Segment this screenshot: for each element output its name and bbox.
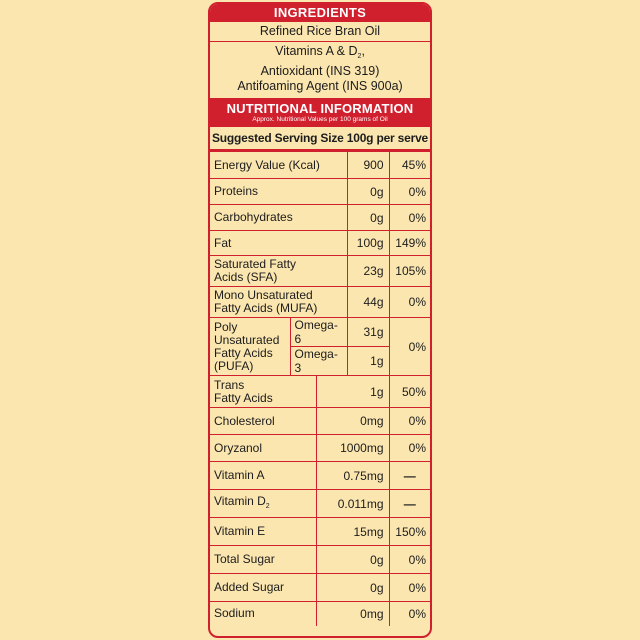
serving-size: Suggested Serving Size 100g per serve bbox=[210, 127, 430, 151]
ingredients-title: INGREDIENTS bbox=[210, 4, 430, 22]
vitamin-a-percent: — bbox=[389, 462, 430, 490]
nutrition-title: NUTRITIONAL INFORMATION bbox=[226, 101, 414, 116]
vitamin-d-label bbox=[210, 490, 316, 518]
carbohydrates-label: Carbohydrates bbox=[210, 205, 347, 231]
omega3-value: 1g bbox=[347, 347, 389, 376]
pufa-label bbox=[210, 318, 290, 376]
added-sugar-percent: 0% bbox=[389, 574, 430, 602]
ingredient-vitamins-subscript: 2 bbox=[357, 53, 362, 60]
sodium-label: Sodium bbox=[210, 602, 316, 626]
energy-value: 900 bbox=[347, 152, 389, 179]
vitamin-a-value: 0.75mg bbox=[316, 462, 389, 490]
vitamin-d-subscript: 2 bbox=[265, 502, 270, 510]
sodium-percent: 0% bbox=[389, 602, 430, 626]
omega6-value: 31g bbox=[347, 318, 389, 347]
cholesterol-percent: 0% bbox=[389, 408, 430, 435]
table-row-cholesterol bbox=[210, 408, 430, 435]
table-row-total-sugar bbox=[210, 546, 430, 574]
oryzanol-percent: 0% bbox=[389, 435, 430, 462]
mufa-value: 44g bbox=[347, 287, 389, 318]
energy-label: Energy Value (Kcal) bbox=[210, 152, 347, 179]
proteins-value: 0g bbox=[347, 179, 389, 205]
total-sugar-value: 0g bbox=[316, 546, 389, 574]
ingredient-antifoaming: Antifoaming Agent (INS 900a) bbox=[237, 79, 403, 93]
nutrition-note: Approx. Nutritional Values per 100 grams of Oil bbox=[252, 116, 388, 123]
trans-label-line1: Trans bbox=[214, 377, 245, 392]
trans-label bbox=[210, 376, 316, 408]
carbohydrates-percent: 0% bbox=[389, 205, 430, 231]
pufa-percent: 0% bbox=[389, 318, 430, 376]
table-row-vitamin-e bbox=[210, 518, 430, 546]
sfa-percent: 105% bbox=[389, 256, 430, 287]
ingredient-vitamins-suffix: , bbox=[361, 44, 365, 58]
proteins-percent: 0% bbox=[389, 179, 430, 205]
oryzanol-value: 1000mg bbox=[316, 435, 389, 462]
nutrition-header bbox=[210, 99, 430, 127]
trans-label-line2: Fatty Acids bbox=[214, 390, 273, 405]
ingredient-vitamins-text: Vitamins A & D bbox=[275, 44, 358, 58]
table-row-vitamin-d bbox=[210, 490, 430, 518]
sfa-label-line1: Saturated Fatty bbox=[214, 257, 297, 271]
fat-percent: 149% bbox=[389, 231, 430, 256]
ingredient-main: Refined Rice Bran Oil bbox=[210, 22, 430, 42]
vitamin-d-percent: — bbox=[389, 490, 430, 518]
table-row-carbohydrates bbox=[210, 205, 430, 231]
ingredient-antioxidant: Antioxidant (INS 319) bbox=[260, 64, 380, 78]
table-row-added-sugar bbox=[210, 574, 430, 602]
fat-value: 100g bbox=[347, 231, 389, 256]
added-sugar-value: 0g bbox=[316, 574, 389, 602]
ingredients-list bbox=[210, 22, 430, 99]
pufa-label-line2: Unsaturated bbox=[214, 332, 280, 347]
vitamin-e-percent: 150% bbox=[389, 518, 430, 546]
energy-percent: 45% bbox=[389, 152, 430, 179]
omega6-label: Omega-6 bbox=[290, 318, 347, 347]
pufa-label-line4: (PUFA) bbox=[214, 358, 254, 373]
vitamin-e-label: Vitamin E bbox=[210, 518, 316, 546]
sfa-label-line2: Acids (SFA) bbox=[214, 270, 278, 284]
total-sugar-label: Total Sugar bbox=[210, 546, 316, 574]
cholesterol-label: Cholesterol bbox=[210, 408, 316, 435]
mufa-label-line1: Mono Unsaturated bbox=[214, 288, 313, 302]
mufa-percent: 0% bbox=[389, 287, 430, 318]
trans-value: 1g bbox=[316, 376, 389, 408]
table-row-pufa-omega6 bbox=[210, 318, 430, 347]
vitamin-d-value: 0.011mg bbox=[316, 490, 389, 518]
table-row-energy bbox=[210, 152, 430, 179]
added-sugar-label: Added Sugar bbox=[210, 574, 316, 602]
pufa-label-line3: Fatty Acids bbox=[214, 345, 273, 360]
nutrition-table bbox=[210, 151, 430, 626]
sfa-label bbox=[210, 256, 347, 287]
vitamin-e-value: 15mg bbox=[316, 518, 389, 546]
nutrition-label-panel bbox=[208, 2, 432, 638]
table-row-vitamin-a bbox=[210, 462, 430, 490]
total-sugar-percent: 0% bbox=[389, 546, 430, 574]
carbohydrates-value: 0g bbox=[347, 205, 389, 231]
table-row-proteins bbox=[210, 179, 430, 205]
table-row-sfa bbox=[210, 256, 430, 287]
table-row-mufa bbox=[210, 287, 430, 318]
table-row-fat bbox=[210, 231, 430, 256]
table-row-oryzanol bbox=[210, 435, 430, 462]
trans-percent: 50% bbox=[389, 376, 430, 408]
vitamin-a-label: Vitamin A bbox=[210, 462, 316, 490]
mufa-label bbox=[210, 287, 347, 318]
pufa-label-line1: Poly bbox=[214, 319, 238, 334]
fat-label: Fat bbox=[210, 231, 347, 256]
proteins-label: Proteins bbox=[210, 179, 347, 205]
table-row-trans bbox=[210, 376, 430, 408]
cholesterol-value: 0mg bbox=[316, 408, 389, 435]
ingredient-vitamins bbox=[210, 44, 430, 64]
mufa-label-line2: Fatty Acids (MUFA) bbox=[214, 301, 318, 315]
sodium-value: 0mg bbox=[316, 602, 389, 626]
oryzanol-label: Oryzanol bbox=[210, 435, 316, 462]
table-row-sodium bbox=[210, 602, 430, 626]
sfa-value: 23g bbox=[347, 256, 389, 287]
vitamin-d-label-text: Vitamin D bbox=[214, 493, 266, 508]
omega3-label: Omega-3 bbox=[290, 347, 347, 376]
